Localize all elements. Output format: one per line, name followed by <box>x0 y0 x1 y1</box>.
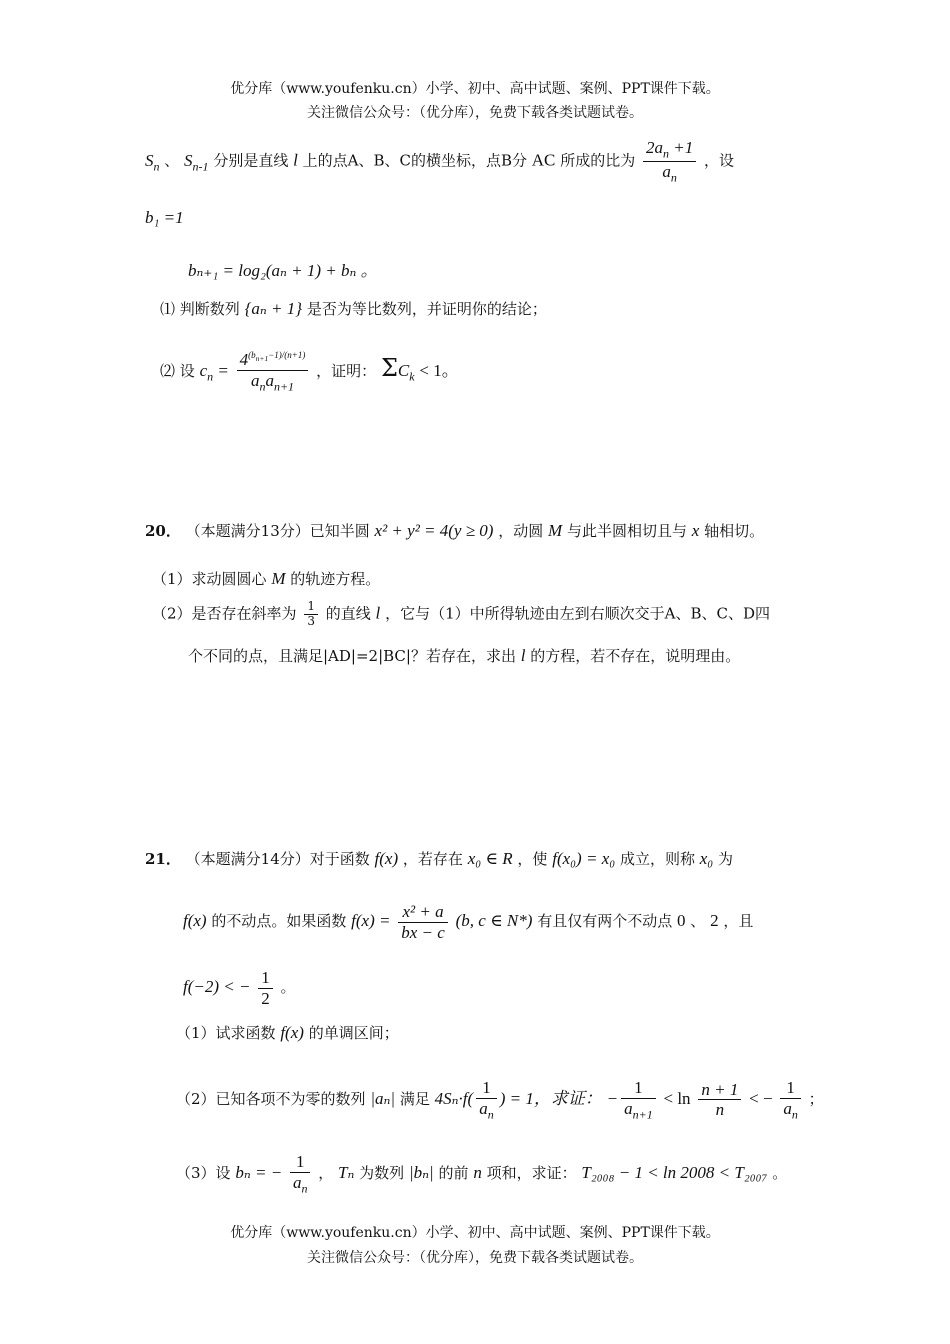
q21-intro: 21． （本题满分14分）对于函数 f(x) ，若存在 x₀ ∈ R ，使 f(x₀) = x₀ 成立，则称 x₀ 为 <box>145 849 733 868</box>
q20-part2-line2: 个不同的点，且满足|AD|=2|BC|？若存在，求出 l 的方程，若不存在，说明理由。 <box>188 646 741 665</box>
q21-line2: f(x) 的不动点。如果函数 f(x) = $\frac{\text{x² + a}}{bx - c}$ (b, c ∈ N*) 有且仅有两个不动点 0 、 2 ，且 <box>183 902 754 942</box>
q21-part2: （2）已知各项不为零的数列 |aₙ| 满足 4Sₙ·f( $\frac{1}{a_n}$ ) = 1，求证： − $\frac{1}{a_{n+1}}$ < ln $\frac{n + 1}{n}$ < − $\frac{1}{a_n}$ ； <box>176 1078 824 1121</box>
q21-condition: f(−2) < − $\frac{1}{2}$ 。 <box>183 968 296 1008</box>
recip-an-fraction-2: $\frac{1}{a_n}$ <box>780 1078 801 1122</box>
header-line-1: 优分库（www.youfenku.cn）小学、初中、高中试题、案例、PPT课件下载。 <box>230 81 720 97</box>
q19-part1: ⑴ 判断数列 {aₙ + 1} 是否为等比数列，并证明你的结论； <box>160 299 547 318</box>
recurrence-formula: bₙ₊₁ = log₂(aₙ + 1) + bₙ 。 <box>188 261 378 280</box>
q21-part1: （1）试求函数 f(x) 的单调区间； <box>176 1023 399 1042</box>
q20-intro: 20． （本题满分13分）已知半圆 x² + y² = 4(y ≥ 0) ，动圆 M 与此半圆相切且与 x 轴相切。 <box>145 521 765 540</box>
q19-intro-line: $S_n$ 、 $S_{n-1}$ 分别是直线 l 上的点A、B、C的横坐标，点B分 AC 所成的比为 $\frac{2a_n +1}{a_n}$ ，设 <box>145 138 735 185</box>
header-line-2: 关注微信公众号：（优分库），免费下载各类试题试卷。 <box>307 105 643 121</box>
recip-an-fraction: $\frac{1}{a_n}$ <box>476 1078 497 1122</box>
b1-condition: b₁ =1 <box>145 208 184 227</box>
footer-line-2: 关注微信公众号：（优分库），免费下载各类试题试卷。 <box>307 1250 643 1266</box>
function-fraction: $\frac{\text{x² + a}}{bx - c}$ <box>398 902 448 942</box>
q20-part1: （1）求动圆圆心 M 的轨迹方程。 <box>152 569 381 588</box>
bn-fraction: $\frac{1}{a_n}$ <box>290 1152 311 1196</box>
cn-fraction: $\frac{4^{(b_{n+1}-1)/(n+1)}}{a_na_{n+1}}$ <box>237 350 309 394</box>
sum-sigma-icon: Σ <box>380 353 398 382</box>
ratio-fraction: $\frac{2a_n +1}{a_n}$ <box>643 138 696 185</box>
half-fraction: $\frac{1}{2}$ <box>258 968 273 1008</box>
q19-part2: ⑵ 设 $c_n$ = $\frac{4^{(b_{n+1}-1)/(n+1)}}{a_na_{n+1}}$ ，证明： $\Sigma C_k < 1$。 <box>160 350 459 393</box>
segment-ac: AC <box>531 150 556 170</box>
q20-part2-line1: （2）是否存在斜率为 $\frac{1}{3}$ 的直线 l ，它与（1）中所得轨迹由左到右顺次交于A、B、C、D四 <box>152 599 770 628</box>
slope-fraction: $\frac{1}{3}$ <box>304 600 318 629</box>
ln-fraction: $\frac{n + 1}{n}$ <box>698 1080 741 1120</box>
footer-line-1: 优分库（www.youfenku.cn）小学、初中、高中试题、案例、PPT课件下载。 <box>230 1225 720 1241</box>
recip-an1-fraction: $\frac{1}{a_{n+1}}$ <box>621 1078 656 1122</box>
q21-part3: （3）设 bₙ = − $\frac{1}{a_n}$ ， Tₙ 为数列 |bₙ| 的前 n 项和，求证： T₂₀₀₈ − 1 < ln 2008 < T₂₀₀₇ 。 <box>176 1152 788 1195</box>
